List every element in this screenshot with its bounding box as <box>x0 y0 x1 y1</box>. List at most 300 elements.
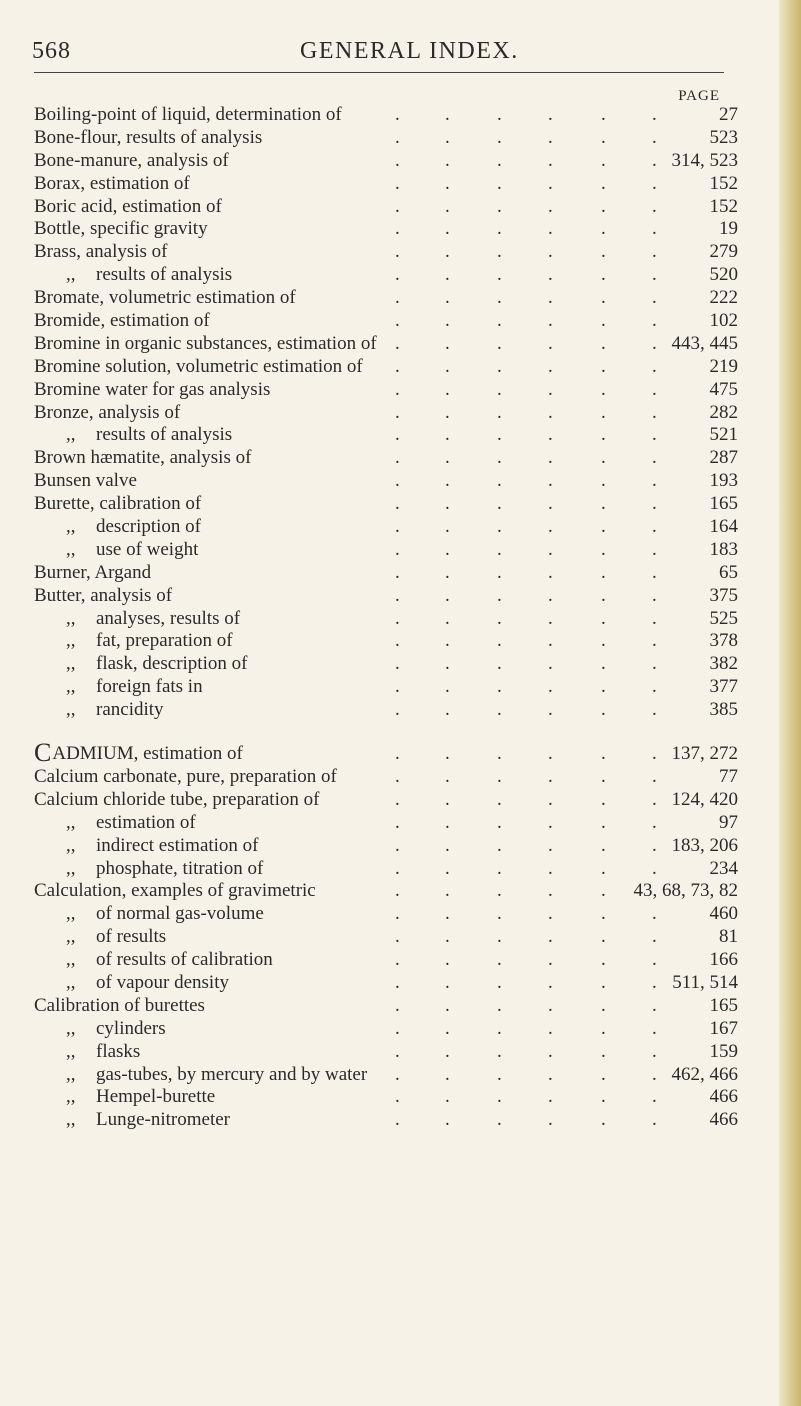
entry-term <box>66 653 247 676</box>
leader-dot: . <box>497 607 502 629</box>
leader-dot: . <box>601 765 606 787</box>
leader-dot: . <box>445 857 450 879</box>
leader-dot: . <box>652 424 657 446</box>
leader-dot: . <box>601 743 606 765</box>
entry-term-text: gas-tubes, by mercury and by water <box>96 1063 368 1085</box>
leader-dot: . <box>652 195 657 217</box>
leader-dot: . <box>395 765 400 787</box>
entry-term-text: Bone-manure, analysis of <box>34 149 229 171</box>
leader-dot: . <box>445 149 450 171</box>
entry-term-text: Bromine solution, volumetric estimation of <box>34 355 363 377</box>
ditto-mark: ,, <box>66 903 76 925</box>
entry-pages: 521 <box>709 424 738 446</box>
leader-dot: . <box>445 172 450 194</box>
index-entries <box>0 104 801 1132</box>
leader-dot: . <box>652 287 657 309</box>
leader-dot: . <box>548 811 553 833</box>
leader-dot: . <box>445 424 450 446</box>
entry-term-text: Calculation, examples of gravimetric <box>34 880 316 902</box>
entry-pages: 124, 420 <box>671 788 738 810</box>
entry-pages: 193 <box>709 470 738 492</box>
leader-dot: . <box>548 287 553 309</box>
leader-dot: . <box>445 653 450 675</box>
leader-dot: . <box>652 834 657 856</box>
entry-term-text: Bromine in organic substances, estimation of <box>34 332 377 354</box>
leader-dot: . <box>548 630 553 652</box>
leader-dot: . <box>445 264 450 286</box>
index-entry <box>0 766 801 789</box>
entry-term-text: Boiling-point of liquid, determination of <box>34 104 342 125</box>
leader-dot: . <box>497 378 502 400</box>
entry-pages: 19 <box>719 218 738 240</box>
entry-term <box>34 356 363 379</box>
leader-dot: . <box>601 126 606 148</box>
index-entry <box>0 218 801 241</box>
leader-dot: . <box>601 1063 606 1085</box>
entry-pages: 43, 68, 73, 82 <box>633 880 738 902</box>
leader-dot: . <box>445 1040 450 1062</box>
entry-term <box>34 241 168 264</box>
leader-dot: . <box>497 195 502 217</box>
entry-term-text: estimation of <box>96 811 196 833</box>
entry-term <box>34 287 296 310</box>
entry-term <box>34 789 319 812</box>
leader-dot: . <box>652 332 657 354</box>
leader-dot: . <box>548 493 553 515</box>
leader-dot: . <box>395 699 400 721</box>
entry-pages: 166 <box>709 949 738 971</box>
leader-dot: . <box>445 926 450 948</box>
index-entry <box>0 676 801 699</box>
index-entry <box>0 1109 801 1132</box>
leader-dot: . <box>497 401 502 423</box>
index-entry <box>0 241 801 264</box>
entry-term <box>66 835 259 858</box>
entry-term <box>66 812 196 835</box>
leader-dot: . <box>652 561 657 583</box>
entry-term-text: Lunge-nitrometer <box>96 1109 231 1131</box>
leader-dot: . <box>497 332 502 354</box>
leader-dot: . <box>652 903 657 925</box>
leader-dot: . <box>548 880 553 902</box>
leader-dot: . <box>445 676 450 698</box>
entry-pages: 183, 206 <box>671 834 738 856</box>
leader-dot: . <box>395 1086 400 1108</box>
index-entry <box>0 903 801 926</box>
entry-term-text: Calcium carbonate, pure, preparation of <box>34 765 337 787</box>
entry-term <box>34 738 243 768</box>
leader-dot: . <box>395 104 400 125</box>
leader-dot: . <box>497 949 502 971</box>
index-entry <box>0 738 801 768</box>
leader-dot: . <box>395 584 400 606</box>
entry-pages: 81 <box>719 926 738 948</box>
leader-dot: . <box>601 926 606 948</box>
leader-dot: . <box>497 926 502 948</box>
index-entry <box>0 264 801 287</box>
ditto-mark: ,, <box>66 1086 76 1108</box>
leader-dot: . <box>601 676 606 698</box>
index-entry <box>0 585 801 608</box>
leader-dot: . <box>601 949 606 971</box>
leader-dot: . <box>445 310 450 332</box>
leader-dot: . <box>445 994 450 1016</box>
leader-dot: . <box>497 172 502 194</box>
entry-pages: 65 <box>719 561 738 583</box>
entry-term <box>66 972 229 995</box>
entry-term-text: description of <box>96 516 202 538</box>
leader-dot: . <box>445 378 450 400</box>
leader-dot: . <box>395 1017 400 1039</box>
entry-term-text: results of analysis <box>96 424 233 446</box>
ditto-mark: ,, <box>66 834 76 856</box>
leader-dot: . <box>548 516 553 538</box>
entry-term <box>66 264 232 287</box>
leader-dot: . <box>497 630 502 652</box>
index-entry <box>0 150 801 173</box>
leader-dot: . <box>497 653 502 675</box>
leader-dot: . <box>395 287 400 309</box>
index-entry <box>0 1064 801 1087</box>
leader-dot: . <box>445 493 450 515</box>
leader-dot: . <box>601 653 606 675</box>
entry-term <box>34 470 137 493</box>
leader-dot: . <box>548 1040 553 1062</box>
leader-dot: . <box>395 903 400 925</box>
leader-dot: . <box>497 880 502 902</box>
leader-dot: . <box>601 516 606 538</box>
leader-dot: . <box>445 584 450 606</box>
entry-pages: 152 <box>709 172 738 194</box>
leader-dot: . <box>445 538 450 560</box>
leader-dot: . <box>395 241 400 263</box>
leader-dot: . <box>601 355 606 377</box>
leader-dot: . <box>395 310 400 332</box>
ditto-mark: ,, <box>66 1017 76 1039</box>
leader-dot: . <box>601 857 606 879</box>
section-gap <box>0 722 801 743</box>
leader-dot: . <box>652 1017 657 1039</box>
leader-dot: . <box>395 788 400 810</box>
entry-term <box>66 1064 367 1087</box>
leader-dot: . <box>395 834 400 856</box>
entry-term-text: analyses, results of <box>96 607 241 629</box>
entry-pages: 475 <box>709 378 738 400</box>
entry-term-text: ADMIUM, estimation of <box>52 743 243 765</box>
ditto-mark: ,, <box>66 1040 76 1062</box>
index-entry <box>0 493 801 516</box>
leader-dot: . <box>395 857 400 879</box>
leader-dot: . <box>601 607 606 629</box>
leader-dot: . <box>445 630 450 652</box>
leader-dot: . <box>445 880 450 902</box>
index-entry <box>0 173 801 196</box>
entry-pages: 520 <box>709 264 738 286</box>
entry-term-text: Bromide, estimation of <box>34 310 210 332</box>
leader-dot: . <box>601 1086 606 1108</box>
leader-dot: . <box>395 1109 400 1131</box>
leader-dot: . <box>548 447 553 469</box>
index-entry <box>0 516 801 539</box>
leader-dot: . <box>445 903 450 925</box>
leader-dot: . <box>548 538 553 560</box>
index-entry <box>0 333 801 356</box>
leader-dot: . <box>395 676 400 698</box>
leader-dot: . <box>548 607 553 629</box>
entry-term-text: results of analysis <box>96 264 233 286</box>
leader-dot: . <box>601 287 606 309</box>
index-entry <box>0 995 801 1018</box>
index-entry <box>0 402 801 425</box>
leader-dot: . <box>548 241 553 263</box>
entry-pages: 282 <box>709 401 738 423</box>
ditto-mark: ,, <box>66 699 76 721</box>
entry-term <box>34 402 180 425</box>
entry-pages: 466 <box>709 1109 738 1131</box>
leader-dot: . <box>601 630 606 652</box>
leader-dot: . <box>601 401 606 423</box>
leader-dot: . <box>601 493 606 515</box>
entry-term <box>66 1041 140 1064</box>
leader-dot: . <box>445 241 450 263</box>
leader-dot: . <box>548 149 553 171</box>
entry-term-text: Bromine water for gas analysis <box>34 378 271 400</box>
leader-dot: . <box>652 765 657 787</box>
leader-dot: . <box>548 1086 553 1108</box>
leader-dot: . <box>601 994 606 1016</box>
leader-dot: . <box>652 788 657 810</box>
leader-dot: . <box>497 561 502 583</box>
entry-term <box>66 949 273 972</box>
leader-dot: . <box>548 424 553 446</box>
leader-dot: . <box>445 126 450 148</box>
leader-dot: . <box>548 470 553 492</box>
drop-cap: C <box>34 738 52 768</box>
index-entry <box>0 287 801 310</box>
entry-term-text: Bone-flour, results of analysis <box>34 126 263 148</box>
leader-dot: . <box>548 994 553 1016</box>
entry-term-text: Boric acid, estimation of <box>34 195 222 217</box>
entry-pages: 443, 445 <box>671 332 738 354</box>
page-column-label: PAGE <box>678 88 720 104</box>
leader-dot: . <box>445 401 450 423</box>
entry-pages: 511, 514 <box>672 971 738 993</box>
leader-dot: . <box>395 607 400 629</box>
leader-dot: . <box>395 971 400 993</box>
leader-dot: . <box>445 607 450 629</box>
entry-pages: 378 <box>709 630 738 652</box>
leader-dot: . <box>445 743 450 765</box>
leader-dot: . <box>445 1063 450 1085</box>
entry-term-text: Butter, analysis of <box>34 584 173 606</box>
leader-dot: . <box>548 126 553 148</box>
leader-dot: . <box>497 1109 502 1131</box>
index-entry <box>0 699 801 722</box>
entry-term <box>34 196 222 219</box>
leader-dot: . <box>445 516 450 538</box>
leader-dot: . <box>652 857 657 879</box>
index-entry <box>0 104 801 127</box>
leader-dot: . <box>548 653 553 675</box>
leader-dot: . <box>548 172 553 194</box>
leader-dot: . <box>652 447 657 469</box>
leader-dot: . <box>601 699 606 721</box>
entry-pages: 97 <box>719 811 738 833</box>
leader-dot: . <box>548 401 553 423</box>
leader-dot: . <box>652 218 657 240</box>
leader-dot: . <box>548 355 553 377</box>
entry-pages: 460 <box>709 903 738 925</box>
leader-dot: . <box>601 332 606 354</box>
entry-term <box>34 995 205 1018</box>
leader-dot: . <box>395 195 400 217</box>
entry-pages: 167 <box>709 1017 738 1039</box>
leader-dot: . <box>445 1109 450 1131</box>
entry-term-text: Burette, calibration of <box>34 493 202 515</box>
leader-dot: . <box>548 218 553 240</box>
entry-term-text: Burner, Argand <box>34 561 152 583</box>
leader-dot: . <box>652 1109 657 1131</box>
leader-dot: . <box>445 811 450 833</box>
entry-pages: 77 <box>719 765 738 787</box>
entry-term-text: Calcium chloride tube, preparation of <box>34 788 320 810</box>
leader-dot: . <box>395 493 400 515</box>
entry-term <box>34 766 337 789</box>
leader-dot: . <box>497 676 502 698</box>
entry-term <box>34 127 262 150</box>
leader-dot: . <box>601 971 606 993</box>
index-entry <box>0 1041 801 1064</box>
ditto-mark: ,, <box>66 811 76 833</box>
ditto-mark: ,, <box>66 607 76 629</box>
leader-dot: . <box>445 470 450 492</box>
ditto-mark: ,, <box>66 857 76 879</box>
leader-dot: . <box>601 1040 606 1062</box>
entry-pages: 183 <box>709 538 738 560</box>
entry-pages: 314, 523 <box>671 149 738 171</box>
entry-term <box>66 926 166 949</box>
leader-dot: . <box>395 126 400 148</box>
entry-pages: 279 <box>709 241 738 263</box>
leader-dot: . <box>652 584 657 606</box>
entry-term <box>66 1018 166 1041</box>
leader-dot: . <box>601 310 606 332</box>
leader-dot: . <box>395 401 400 423</box>
entry-pages: 462, 466 <box>671 1063 738 1085</box>
leader-dot: . <box>395 149 400 171</box>
leader-dot: . <box>601 241 606 263</box>
leader-dot: . <box>395 516 400 538</box>
leader-dot: . <box>548 949 553 971</box>
leader-dot: . <box>445 287 450 309</box>
leader-dot: . <box>497 104 502 125</box>
leader-dot: . <box>497 447 502 469</box>
leader-dot: . <box>395 880 400 902</box>
leader-dot: . <box>652 378 657 400</box>
entry-term <box>34 585 172 608</box>
leader-dot: . <box>395 424 400 446</box>
leader-dot: . <box>497 493 502 515</box>
header-rule <box>34 72 724 73</box>
leader-dot: . <box>395 630 400 652</box>
leader-dot: . <box>497 424 502 446</box>
leader-dot: . <box>652 104 657 125</box>
leader-dot: . <box>548 765 553 787</box>
leader-dot: . <box>548 332 553 354</box>
entry-term <box>66 676 203 699</box>
entry-term-text: Bunsen valve <box>34 470 137 492</box>
leader-dot: . <box>445 104 450 125</box>
entry-pages: 152 <box>709 195 738 217</box>
entry-term-text: Bronze, analysis of <box>34 401 181 423</box>
entry-term-text: phosphate, titration of <box>96 857 264 879</box>
leader-dot: . <box>548 971 553 993</box>
leader-dot: . <box>601 788 606 810</box>
leader-dot: . <box>601 149 606 171</box>
leader-dot: . <box>497 788 502 810</box>
leader-dot: . <box>497 584 502 606</box>
leader-dot: . <box>497 470 502 492</box>
leader-dot: . <box>497 241 502 263</box>
leader-dot: . <box>652 1040 657 1062</box>
index-entry <box>0 356 801 379</box>
leader-dot: . <box>652 470 657 492</box>
leader-dot: . <box>652 172 657 194</box>
leader-dot: . <box>497 699 502 721</box>
index-entry <box>0 926 801 949</box>
ditto-mark: ,, <box>66 630 76 652</box>
leader-dot: . <box>497 310 502 332</box>
leader-dot: . <box>445 447 450 469</box>
leader-dot: . <box>395 538 400 560</box>
leader-dot: . <box>601 584 606 606</box>
leader-dot: . <box>497 971 502 993</box>
ditto-mark: ,, <box>66 516 76 538</box>
index-entry <box>0 1086 801 1109</box>
leader-dot: . <box>497 994 502 1016</box>
entry-term <box>34 493 201 516</box>
entry-term <box>34 447 251 470</box>
leader-dot: . <box>652 743 657 765</box>
entry-term <box>34 150 229 173</box>
leader-dot: . <box>601 538 606 560</box>
leader-dot: . <box>395 447 400 469</box>
entry-pages: 164 <box>709 516 738 538</box>
leader-dot: . <box>497 811 502 833</box>
index-entry <box>0 949 801 972</box>
leader-dot: . <box>652 310 657 332</box>
leader-dot: . <box>548 378 553 400</box>
entry-pages: 377 <box>709 676 738 698</box>
leader-dot: . <box>395 994 400 1016</box>
leader-dot: . <box>497 1017 502 1039</box>
leader-dot: . <box>548 195 553 217</box>
leader-dot: . <box>652 538 657 560</box>
index-entry <box>0 653 801 676</box>
index-entry <box>0 379 801 402</box>
leader-dot: . <box>652 994 657 1016</box>
entry-term-text: flasks <box>96 1040 141 1062</box>
index-entry <box>0 470 801 493</box>
entry-pages: 287 <box>709 447 738 469</box>
entry-term <box>34 333 377 356</box>
ditto-mark: ,, <box>66 538 76 560</box>
leader-dot: . <box>652 126 657 148</box>
leader-dot: . <box>395 926 400 948</box>
entry-term-text: Hempel-burette <box>96 1086 216 1108</box>
leader-dot: . <box>652 926 657 948</box>
leader-dot: . <box>395 470 400 492</box>
